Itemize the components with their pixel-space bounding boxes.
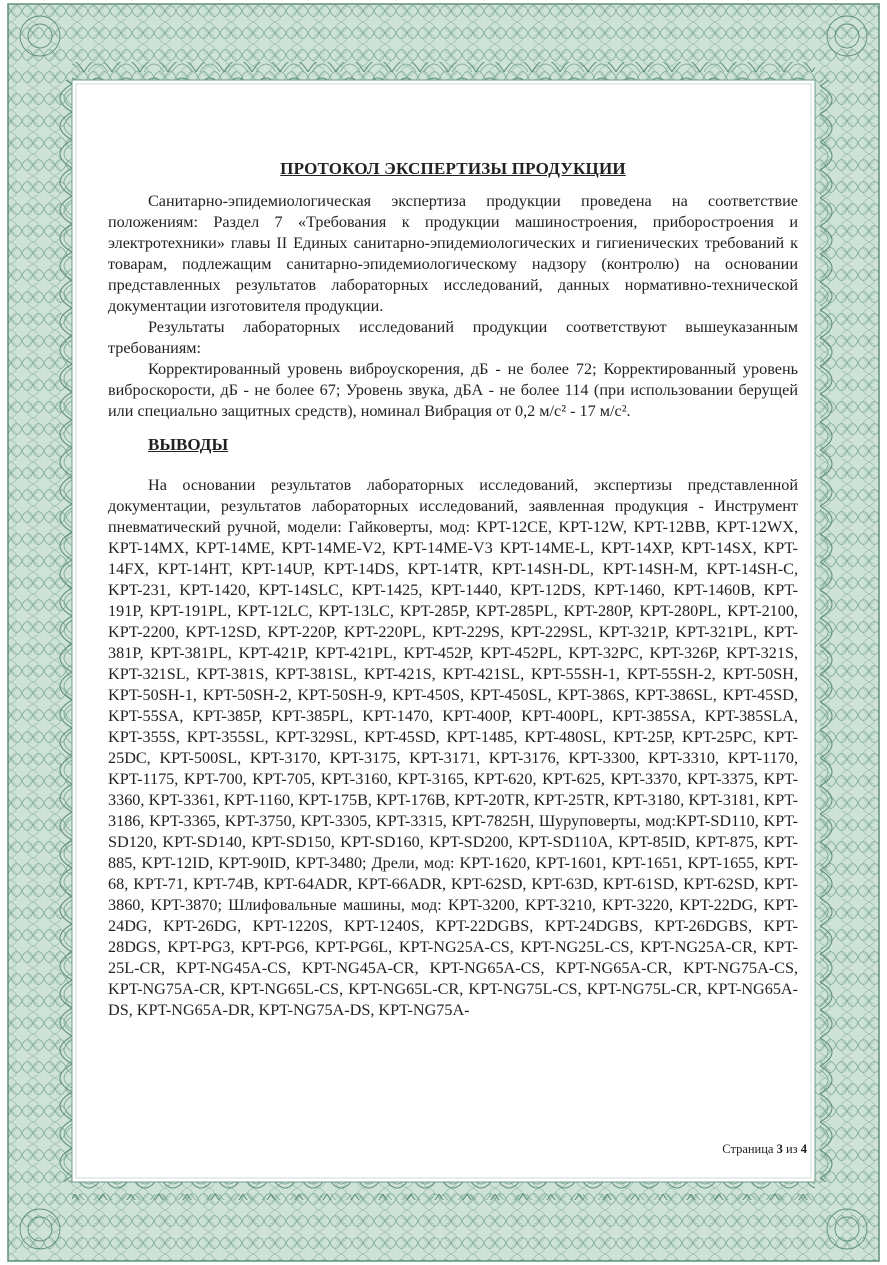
page-number — [722, 1142, 807, 1157]
page-label: Страница — [722, 1142, 774, 1156]
page-separator: из — [785, 1142, 798, 1156]
conclusions-heading: ВЫВОДЫ — [148, 435, 229, 454]
page-total: 4 — [800, 1142, 807, 1156]
conclusions-text: На основании результатов лабораторных исследований, экспертизы представленной документации, результатов лабораторных исследований, заявленная продукция - Инструмент пневматический ручной, модели: Гайковерты, мод: KPT-12CE, KPT-12W, KPT-12BB, KPT-12WX, KPT-14MX, KPT-14ME, KPT-14ME-V2, KPT-14ME-V3 KPT-14ME-L, KPT-14XP, KPT-14SX, KPT-14FX, KPT-14HT, KPT-14UP, KPT-14DS, KPT-14TR, KPT-14SH-DL, KPT-14SH-M, KPT-14SH-C, KPT-231, KPT-1420, KPT-14SLC, KPT-1425, KPT-1440, KPT-12DS, KPT-1460, KPT-1460B, KPT-191P, KPT-191PL, KPT-12LC, KPT-13LC, KPT-285P, KPT-285PL, KPT-280P, KPT-280PL, KPT-2100, KPT-2200, KPT-12SD, KPT-220P, KPT-220PL, KPT-229S, KPT-229SL, KPT-321P, KPT-321PL, KPT-381P, KPT-381PL, KPT-421P, KPT-421PL, KPT-452P, KPT-452PL, KPT-32PC, KPT-326P, KPT-321S, KPT-321SL, KPT-381S, KPT-381SL, KPT-421S, KPT-421SL, KPT-55SH-1, KPT-55SH-2, KPT-50SH, KPT-50SH-1, KPT-50SH-2, KPT-50SH-9, KPT-450S, KPT-450SL, KPT-386S, KPT-386SL, KPT-45SD, KPT-55SA, KPT-385P, KPT-385PL, KPT-1470, KPT-400P, KPT-400PL, KPT-385SA, KPT-385SLA, KPT-355S, KPT-355SL, KPT-329SL, KPT-45SD, KPT-1485, KPT-480SL, KPT-25P, KPT-25PC, KPT-25DC, KPT-500SL, KPT-3170, KPT-3175, KPT-3171, KPT-3176, KPT-3300, KPT-3310, KPT-1170, KPT-1175, KPT-700, KPT-705, KPT-3160, KPT-3165, KPT-620, KPT-625, KPT-3370, KPT-3375, KPT-3360, KPT-3361, KPT-1160, KPT-175B, KPT-176B, KPT-20TR, KPT-25TR, KPT-3180, KPT-3181, KPT-3186, KPT-3365, KPT-3750, KPT-3305, KPT-3315, KPT-7825H, Шуруповерты, мод:KPT-SD110, KPT-SD120, KPT-SD140, KPT-SD150, KPT-SD160, KPT-SD200, KPT-SD110A, KPT-85ID, KPT-875, KPT-885, KPT-12ID, KPT-90ID, KPT-3480; Дрели, мод: KPT-1620, KPT-1601, KPT-1651, KPT-1655, KPT-68, KPT-71, KPT-74B, KPT-64ADR, KPT-66ADR, KPT-62SD, KPT-63D, KPT-61SD, KPT-62SD, KPT-3860, KPT-3870; Шлифовальные машины, мод: KPT-3200, KPT-3210, KPT-3220, KPT-22DG, KPT-24DG, KPT-26DG, KPT-1220S, KPT-1240S, KPT-22DGBS, KPT-24DGBS, KPT-26DGBS, KPT-28DGS, KPT-PG3, KPT-PG6, KPT-PG6L, KPT-NG25A-CS, KPT-NG25L-CS, KPT-NG25A-CR, KPT-25L-CR, KPT-NG45A-CS, KPT-NG45A-CR, KPT-NG65A-CS, KPT-NG65A-CR, KPT-NG75A-CS, KPT-NG75A-CR, KPT-NG65L-CS, KPT-NG65L-CR, KPT-NG75L-CS, KPT-NG75L-CR, KPT-NG65A-DS, KPT-NG65A-DR, KPT-NG75A-DS, KPT-NG75A- — [108, 476, 798, 1019]
page-current: 3 — [776, 1142, 783, 1156]
paragraph-results: Результаты лабораторных исследований продукции соответствуют вышеуказанным требованиям: — [108, 318, 798, 357]
document-body — [108, 158, 798, 1021]
document-title: ПРОТОКОЛ ЭКСПЕРТИЗЫ ПРОДУКЦИИ — [280, 159, 626, 178]
paragraph-expertise-basis: Санитарно-эпидемиологическая экспертиза продукции проведена на соответствие положениям: Раздел 7 «Требования к продукции машиностроения, приборостроения и электротехники» главы II Единых санитарно-эпидемиологических и гигиенических требований к товарам, подлежащим санитарно-эпидемиологическому надзору (контролю) на основании представленных результатов лабораторных исследований, данных нормативно-технической документации изготовителя продукции. — [108, 192, 798, 315]
paragraph-measurements: Корректированный уровень виброускорения, дБ - не более 72; Корректированный уровень виброскорости, дБ - не более 67; Уровень звука, дБА - не более 114 (при использовании берущей или специально защитных средств), номинал Вибрация от 0,2 м/с² - 17 м/с². — [108, 360, 798, 420]
